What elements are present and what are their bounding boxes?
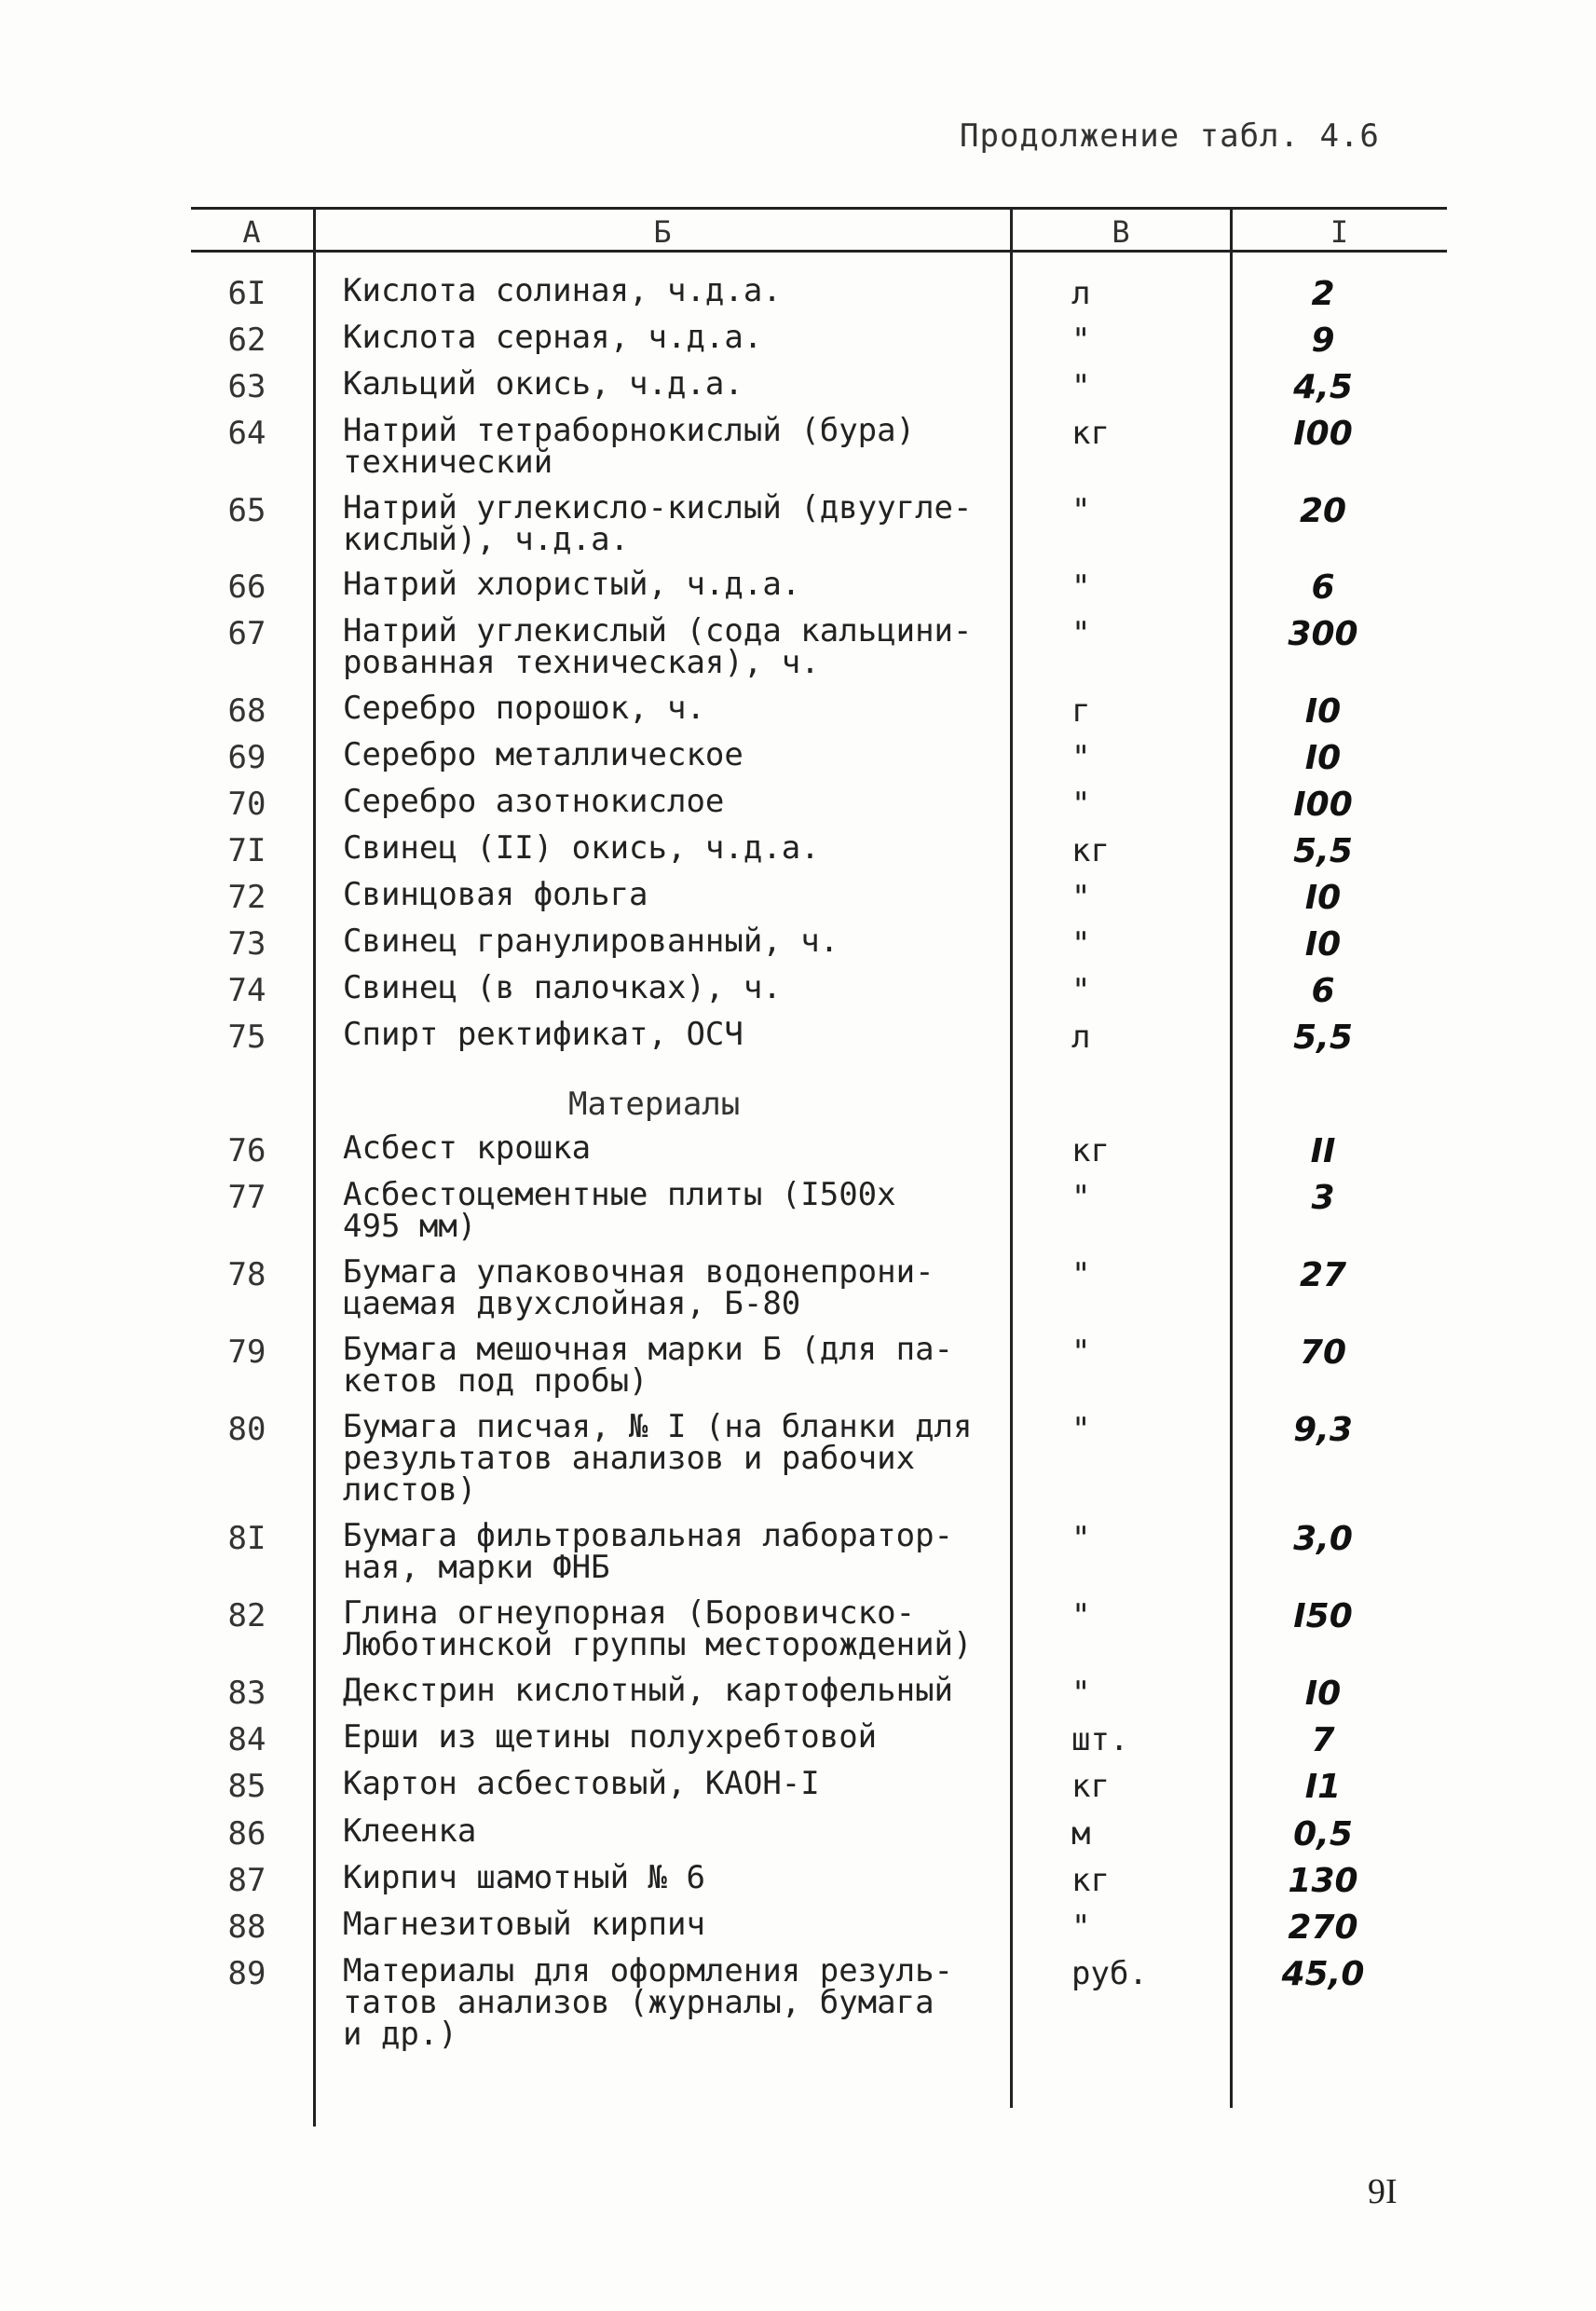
item-quantity: I0 bbox=[1304, 925, 1342, 964]
item-name: Материалы для оформления резуль- татов анализов (журналы, бумага и др.) bbox=[343, 1952, 954, 2053]
row-number: 88 bbox=[227, 1908, 266, 1946]
item-unit: м bbox=[1071, 1815, 1091, 1853]
row-number: 72 bbox=[227, 879, 266, 916]
item-quantity: I00 bbox=[1293, 786, 1353, 824]
item-name: Картон асбестовый, КАОН-I bbox=[343, 1765, 820, 1802]
row-number: 67 bbox=[227, 615, 266, 652]
table-header-rule bbox=[191, 250, 1447, 253]
item-unit: " bbox=[1071, 1908, 1091, 1946]
item-unit: " bbox=[1071, 879, 1091, 916]
column-divider-1 bbox=[313, 207, 316, 2126]
item-name: Бумага писчая, № I (на бланки для результатов анализов и рабочих листов) bbox=[343, 1408, 973, 1509]
item-name: Свинец гранулированный, ч. bbox=[343, 923, 839, 960]
item-name: Магнезитовый кирпич bbox=[343, 1906, 705, 1943]
item-quantity: 130 bbox=[1288, 1862, 1358, 1900]
item-name: Клеенка bbox=[343, 1812, 477, 1850]
item-quantity: 4,5 bbox=[1293, 368, 1353, 406]
item-name: Спирт ректификат, ОСЧ bbox=[343, 1016, 743, 1053]
table-top-rule bbox=[191, 207, 1447, 210]
item-quantity: 6 bbox=[1311, 972, 1335, 1010]
item-name: Бумага фильтровальная лаборатор- ная, марки ФНБ bbox=[343, 1517, 954, 1586]
row-number: 6I bbox=[227, 275, 266, 312]
item-name: Натрий углекислый (сода кальцини- рованная техническая), ч. bbox=[343, 612, 973, 681]
row-number: 74 bbox=[227, 972, 266, 1009]
item-quantity: 3,0 bbox=[1293, 1520, 1353, 1558]
row-number: 79 bbox=[227, 1333, 266, 1371]
item-name: Свинец (в палочках), ч. bbox=[343, 969, 782, 1006]
row-number: 65 bbox=[227, 492, 266, 529]
item-quantity: I0 bbox=[1304, 739, 1342, 777]
item-quantity: 27 bbox=[1299, 1256, 1347, 1294]
item-name: Кальций окись, ч.д.а. bbox=[343, 365, 743, 403]
row-number: 83 bbox=[227, 1675, 266, 1712]
item-unit: " bbox=[1071, 492, 1091, 529]
row-number: 75 bbox=[227, 1019, 266, 1056]
item-name: Бумага упаковочная водонепрони- цаемая двухслойная, Б-80 bbox=[343, 1253, 934, 1322]
item-name: Асбест крошка bbox=[343, 1129, 592, 1167]
item-quantity: I0 bbox=[1304, 879, 1342, 917]
item-unit: кг bbox=[1071, 1132, 1110, 1169]
item-quantity: II bbox=[1310, 1132, 1336, 1170]
row-number: 62 bbox=[227, 321, 266, 359]
item-quantity: 9 bbox=[1311, 321, 1335, 360]
row-number: 82 bbox=[227, 1597, 266, 1634]
row-number: 78 bbox=[227, 1256, 266, 1293]
item-unit: " bbox=[1071, 739, 1091, 776]
item-name: Свинец (II) окись, ч.д.а. bbox=[343, 829, 820, 867]
item-quantity: 3 bbox=[1311, 1179, 1335, 1217]
item-unit: " bbox=[1071, 615, 1091, 652]
row-number: 70 bbox=[227, 786, 266, 823]
item-quantity: 2 bbox=[1311, 275, 1335, 313]
item-name: Асбестоцементные плиты (I500х 495 мм) bbox=[343, 1176, 896, 1245]
section-title: Материалы bbox=[568, 1086, 741, 1123]
page-number: 9I bbox=[1368, 2172, 1398, 2211]
column-header-v: В bbox=[1112, 214, 1130, 250]
item-name: Натрий хлористый, ч.д.а. bbox=[343, 566, 801, 603]
column-header-a: А bbox=[242, 214, 261, 250]
row-number: 77 bbox=[227, 1179, 266, 1216]
item-name: Натрий тетраборнокислый (бура) технический bbox=[343, 412, 916, 481]
item-name: Кирпич шамотный № 6 bbox=[343, 1859, 705, 1896]
item-quantity: 9,3 bbox=[1293, 1411, 1353, 1449]
item-unit: л bbox=[1071, 1019, 1091, 1056]
item-unit: л bbox=[1071, 275, 1091, 312]
row-number: 86 bbox=[227, 1815, 266, 1853]
item-unit: " bbox=[1071, 786, 1091, 823]
item-unit: " bbox=[1071, 1256, 1091, 1293]
item-name: Серебро металлическое bbox=[343, 736, 743, 773]
item-quantity: 45,0 bbox=[1281, 1955, 1365, 1993]
row-number: 73 bbox=[227, 925, 266, 963]
item-name: Декстрин кислотный, картофельный bbox=[343, 1672, 954, 1709]
item-unit: " bbox=[1071, 1333, 1091, 1371]
item-unit: " bbox=[1071, 1675, 1091, 1712]
item-name: Бумага мешочная марки Б (для па- кетов под пробы) bbox=[343, 1331, 954, 1400]
row-number: 7I bbox=[227, 832, 266, 869]
row-number: 8I bbox=[227, 1520, 266, 1557]
item-unit: кг bbox=[1071, 415, 1110, 452]
item-quantity: 300 bbox=[1288, 615, 1358, 653]
item-quantity: I50 bbox=[1293, 1597, 1353, 1635]
item-quantity: 70 bbox=[1299, 1333, 1347, 1372]
row-number: 76 bbox=[227, 1132, 266, 1169]
column-header-1: I bbox=[1330, 214, 1349, 250]
item-unit: " bbox=[1071, 1520, 1091, 1557]
item-unit: " bbox=[1071, 1411, 1091, 1448]
row-number: 89 bbox=[227, 1955, 266, 1992]
item-name: Серебро порошок, ч. bbox=[343, 690, 705, 727]
item-unit: кг bbox=[1071, 1862, 1110, 1899]
item-name: Серебро азотнокислое bbox=[343, 783, 725, 820]
item-unit: руб. bbox=[1071, 1955, 1148, 1992]
column-divider-3 bbox=[1230, 207, 1233, 2108]
item-quantity: 5,5 bbox=[1293, 1019, 1353, 1057]
item-unit: " bbox=[1071, 1179, 1091, 1216]
table-caption: Продолжение табл. 4.6 bbox=[960, 117, 1380, 155]
item-name: Свинцовая фольга bbox=[343, 876, 648, 913]
item-unit: г bbox=[1071, 692, 1091, 730]
item-quantity: 270 bbox=[1288, 1908, 1358, 1947]
item-quantity: I0 bbox=[1304, 692, 1342, 731]
item-unit: " bbox=[1071, 321, 1091, 359]
item-quantity: I00 bbox=[1293, 415, 1353, 453]
row-number: 85 bbox=[227, 1768, 266, 1805]
row-number: 66 bbox=[227, 568, 266, 606]
row-number: 84 bbox=[227, 1721, 266, 1758]
item-quantity: 6 bbox=[1311, 568, 1335, 607]
item-name: Кислота серная, ч.д.а. bbox=[343, 319, 763, 356]
item-quantity: 5,5 bbox=[1293, 832, 1353, 870]
item-quantity: I0 bbox=[1304, 1675, 1342, 1713]
item-unit: кг bbox=[1071, 1768, 1110, 1805]
item-name: Натрий углекисло-кислый (двуугле- кислый), ч.д.а. bbox=[343, 489, 973, 558]
column-header-b: Б bbox=[653, 214, 672, 250]
row-number: 63 bbox=[227, 368, 266, 405]
item-name: Глина огнеупорная (Боровичско- Люботинской группы месторождений) bbox=[343, 1594, 973, 1663]
item-unit: " bbox=[1071, 925, 1091, 963]
row-number: 69 bbox=[227, 739, 266, 776]
item-unit: " bbox=[1071, 568, 1091, 606]
item-quantity: 7 bbox=[1311, 1721, 1335, 1759]
item-unit: кг bbox=[1071, 832, 1110, 869]
item-quantity: I1 bbox=[1304, 1768, 1342, 1806]
item-name: Кислота солиная, ч.д.а. bbox=[343, 272, 782, 309]
item-unit: шт. bbox=[1071, 1721, 1129, 1758]
row-number: 64 bbox=[227, 415, 266, 452]
row-number: 87 bbox=[227, 1862, 266, 1899]
item-unit: " bbox=[1071, 972, 1091, 1009]
item-quantity: 0,5 bbox=[1293, 1815, 1353, 1853]
row-number: 68 bbox=[227, 692, 266, 730]
item-quantity: 20 bbox=[1299, 492, 1347, 530]
item-name: Ерши из щетины полухребтовой bbox=[343, 1718, 878, 1756]
row-number: 80 bbox=[227, 1411, 266, 1448]
item-unit: " bbox=[1071, 1597, 1091, 1634]
item-unit: " bbox=[1071, 368, 1091, 405]
